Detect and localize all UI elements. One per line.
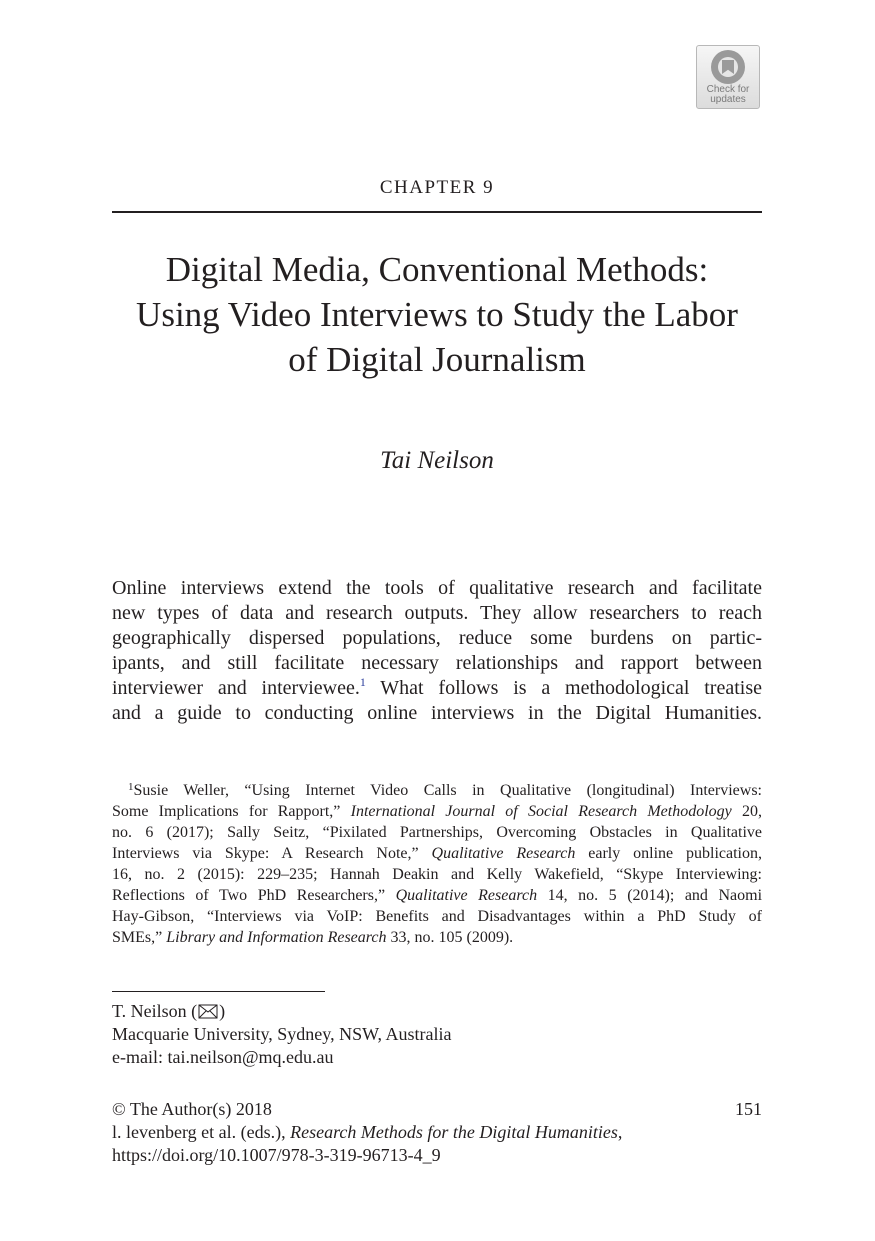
copyright-line: © The Author(s) 2018	[112, 1099, 272, 1119]
doi-link[interactable]: https://doi.org/10.1007/978-3-319-96713-4_9	[112, 1145, 441, 1165]
footnote	[112, 780, 762, 948]
footnote-text: early online publication,	[575, 845, 763, 862]
citation-line	[112, 1121, 762, 1144]
body-line: new types of data and research outputs. They allow researchers to reach	[112, 602, 762, 624]
book-title: Research Methods for the Digital Humanities	[290, 1122, 618, 1142]
body-line: and a guide to conducting online interviews in the Digital Humanities.	[112, 702, 762, 724]
email[interactable]: e-mail: tai.neilson@mq.edu.au	[112, 1047, 334, 1067]
footnote-line	[112, 927, 762, 948]
citation-text: l. levenberg et al. (eds.),	[112, 1122, 291, 1142]
body-text: What follows is a methodological treatise	[365, 677, 762, 699]
footnote-text: SMEs,”	[112, 929, 167, 946]
affiliation-rule	[112, 991, 325, 992]
footnote-text: 14, no. 5 (2014); and Naomi	[537, 887, 763, 904]
bookmark-icon	[711, 50, 745, 84]
badge-label	[697, 85, 759, 105]
copyright-block	[112, 1098, 762, 1167]
journal-title: Qualitative Research	[431, 845, 576, 862]
author-short-name: T. Neilson (	[112, 1001, 198, 1021]
title-line: of Digital Journalism	[288, 340, 586, 379]
footnote-mark: 1	[128, 781, 134, 793]
footnote-text: Reflections of Two PhD Researchers,”	[112, 887, 396, 904]
body-paragraph	[112, 576, 762, 726]
institution: Macquarie University, Sydney, NSW, Australia	[112, 1024, 452, 1044]
body-line: ipants, and still facilitate necessary relationships and rapport between	[112, 652, 762, 674]
footnote-line: 16, no. 2 (2015): 229–235; Hannah Deakin and Kelly Wakefield, “Skype Interviewing:	[112, 866, 762, 883]
footnote-line: Hay-Gibson, “Interviews via VoIP: Benefits and Disadvantages within a PhD Study of	[112, 908, 762, 925]
author-affiliation	[112, 1000, 762, 1069]
badge-label-line2: updates	[710, 94, 746, 105]
footnote-text: 33, no. 105 (2009).	[386, 929, 514, 946]
body-line	[112, 676, 762, 701]
chapter-rule	[112, 211, 762, 213]
author-short-name-close: )	[219, 1001, 226, 1021]
badge-label-line1: Check for	[706, 84, 750, 95]
journal-title: International Journal of Social Research Methodology	[350, 803, 732, 820]
body-line: geographically dispersed populations, reduce some burdens on partic-	[112, 627, 762, 649]
title-line: Using Video Interviews to Study the Labor	[136, 295, 738, 334]
footnote-text: Interviews via Skype: A Research Note,”	[112, 845, 432, 862]
chapter-title	[112, 247, 762, 382]
footnote-line	[112, 885, 762, 906]
footnote-text: Susie Weller, “Using Internet Video Calls in Qualitative (longitudinal) Interviews:	[133, 782, 762, 799]
body-line: Online interviews extend the tools of qualitative research and facilitate	[112, 577, 762, 599]
check-for-updates-badge[interactable]	[696, 45, 760, 109]
footnote-line	[112, 780, 762, 801]
author-name: Tai Neilson	[380, 447, 494, 474]
footnote-reference-link[interactable]: 1	[359, 675, 366, 689]
footnote-text: 20,	[731, 803, 763, 820]
journal-title: Library and Information Research	[166, 929, 387, 946]
footnote-line	[112, 843, 762, 864]
envelope-icon	[198, 1004, 218, 1019]
footnote-line: no. 6 (2017); Sally Seitz, “Pixilated Partnerships, Overcoming Obstacles in Qualitative	[112, 824, 762, 841]
footnote-line	[112, 801, 762, 822]
corresponding-author	[112, 1000, 762, 1023]
citation-text: ,	[617, 1122, 623, 1142]
page-number: 151	[735, 1099, 762, 1119]
journal-title: Qualitative Research	[395, 887, 538, 904]
footnote-text: Some Implications for Rapport,”	[112, 803, 351, 820]
title-line: Digital Media, Conventional Methods:	[165, 250, 709, 289]
body-text: interviewer and interviewee.	[112, 677, 360, 699]
chapter-label: CHAPTER 9	[379, 177, 495, 198]
